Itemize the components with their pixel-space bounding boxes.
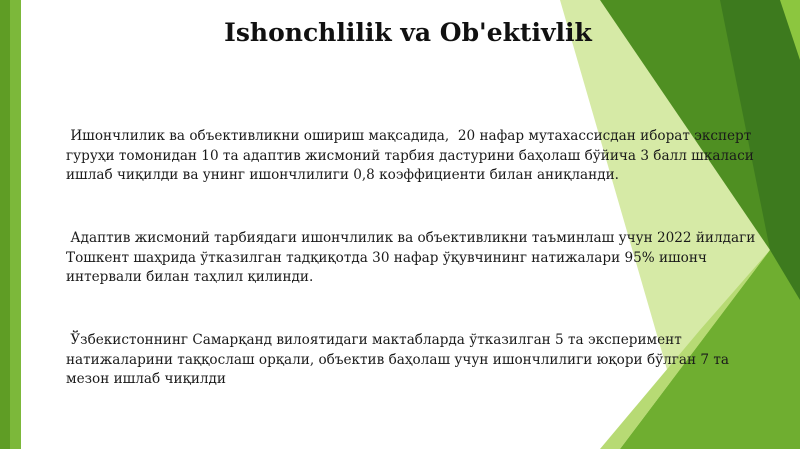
paragraph-samarkand-experiments: Ўзбекистоннинг Самарқанд вилоятидаги мактабларда ўтказилган 5 та эксперимент натижаларини таққослаш орқали, объектив баҳолаш учун ишончлилиги юқори бўлган 7 та мезон ишлаб чиқилди [66, 332, 734, 387]
paragraph-tashkent-study: Адаптив жисмоний тарбиядаги ишончлилик ва объективликни таъминлаш учун 2022 йилдаги Тошкент шаҳрида ўтказилган тадқиқотда 30 нафар ўқувчининг натижалари 95% ишонч интервали билан таҳлил қилинди. [66, 230, 760, 285]
slide-title: Ishonchlilik va Ob'ektivlik [224, 18, 592, 47]
paragraph-reliability: Ишончлилик ва объективликни ошириш мақсадида, 20 нафар мутахассисдан иборат эксперт гуруҳи томонидан 10 та адаптив жисмоний тарбия дастурини баҳолаш бўйича 3 балл шкаласи ишлаб чиқилди ва унинг ишончлилиги 0,8 коэффициенти билан аниқланди. [66, 128, 759, 183]
left-green-shade [0, 0, 10, 449]
